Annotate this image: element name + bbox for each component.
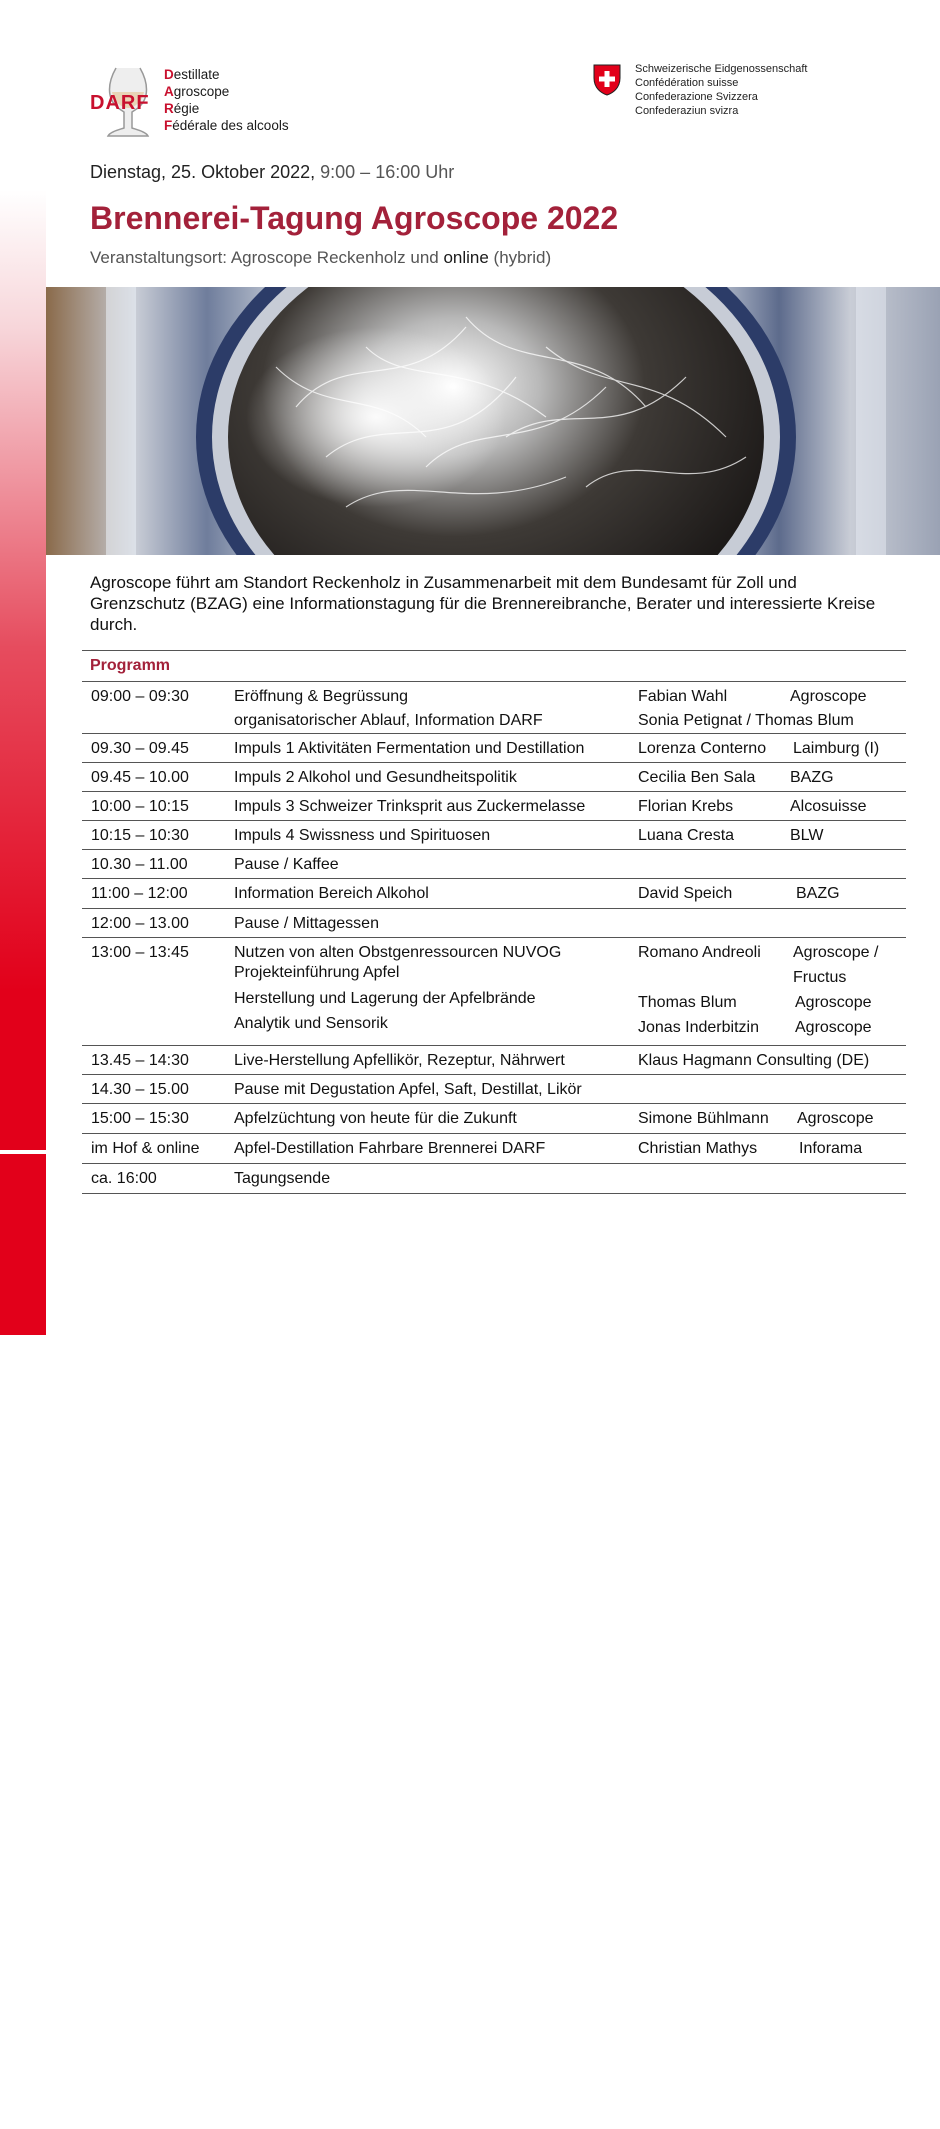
row-time: 10:00 – 10:15 [91, 798, 189, 815]
row-organisation: Laimburg (I) [793, 740, 880, 757]
confederation-name-de: Schweizerische Eidgenossenschaft [635, 63, 808, 75]
row-speaker: Luana Cresta [638, 827, 735, 844]
program-heading: Programm [90, 657, 171, 674]
row-time: im Hof & online [91, 1140, 200, 1157]
row-speaker: Christian Mathys [638, 1140, 758, 1157]
row-organisation: Agroscope [797, 1110, 874, 1127]
swiss-confederation-logo [593, 62, 853, 122]
row-time: ca. 16:00 [91, 1170, 157, 1187]
row-organisation: Agroscope [790, 688, 867, 705]
row-topic: Apfel-Destillation Fahrbare Brennerei DARF [234, 1140, 546, 1157]
row-topic: Impuls 4 Swissness und Spirituosen [234, 827, 491, 844]
table-row [82, 850, 906, 879]
row-topic: organisatorischer Ablauf, Information DARF [234, 712, 543, 729]
venue-prefix: Veranstaltungsort: Agroscope Reckenholz und [90, 248, 444, 267]
darf-line-rest: édérale des alcools [172, 118, 289, 133]
table-row [82, 909, 906, 938]
table-row [82, 763, 906, 792]
row-topic: Information Bereich Alkohol [234, 885, 429, 902]
event-venue [90, 248, 551, 268]
darf-acronym-lines [164, 66, 289, 134]
row-time: 14.30 – 15.00 [91, 1081, 189, 1098]
row-topic-continued: Projekteinführung Apfel [234, 964, 400, 981]
row-topic: Pause / Kaffee [234, 856, 339, 873]
darf-line-rest: égie [173, 101, 200, 116]
row-time: 13.45 – 14:30 [91, 1052, 189, 1069]
darf-wordmark: DARF [90, 92, 150, 114]
row-time: 12:00 – 13.00 [91, 915, 189, 932]
table-row [82, 1046, 906, 1075]
program-header-row [82, 651, 906, 682]
row-speaker: Jonas Inderbitzin [638, 1019, 759, 1036]
row-speaker: Fabian Wahl [638, 688, 728, 705]
program-table [82, 650, 906, 1194]
row-topic: Pause mit Degustation Apfel, Saft, Destillat, Likör [234, 1081, 582, 1098]
event-date [90, 162, 454, 183]
row-topic: Apfelzüchtung von heute für die Zukunft [234, 1110, 517, 1127]
row-organisation: BAZG [790, 769, 834, 786]
table-row [82, 1104, 906, 1134]
row-topic: Eröffnung & Begrüssung [234, 688, 409, 705]
row-organisation: Agroscope [795, 994, 872, 1011]
intro-paragraph: Agroscope führt am Standort Reckenholz in Zusammenarbeit mit dem Bundesamt für Zoll und Grenzschutz (BZAG) eine Informationstagung für die Brennereibranche, Berater und interessierte Kreise durch. [90, 573, 876, 634]
row-time: 09.30 – 09.45 [91, 740, 189, 757]
row-time: 11:00 – 12:00 [91, 885, 188, 902]
row-organisation: BAZG [796, 885, 840, 902]
row-topic: Impuls 2 Alkohol und Gesundheitspolitik [234, 769, 517, 786]
swiss-shield-icon [593, 64, 621, 96]
row-time: 10:15 – 10:30 [91, 827, 189, 844]
row-topic: Impuls 1 Aktivitäten Fermentation und Destillation [234, 740, 585, 757]
row-topic: Tagungsende [234, 1170, 331, 1187]
row-organisation: Agroscope [795, 1019, 872, 1036]
confederation-name-it: Confederazione Svizzera [635, 91, 758, 103]
row-time: 13:00 – 13:45 [91, 944, 189, 961]
row-speaker: Romano Andreoli [638, 944, 761, 961]
table-row [82, 682, 906, 734]
row-time: 09.45 – 10.00 [91, 769, 189, 786]
row-time: 10.30 – 11.00 [91, 856, 188, 873]
sight-glass-photo [46, 287, 940, 555]
row-topic: Live-Herstellung Apfellikör, Rezeptur, Nährwert [234, 1052, 565, 1069]
row-topic: Pause / Mittagessen [234, 915, 379, 932]
row-organisation-continued: Fructus [793, 969, 847, 986]
row-speaker: Klaus Hagmann Consulting (DE) [638, 1052, 870, 1069]
confederation-name-rm: Confederaziun svizra [635, 105, 739, 117]
row-topic: Herstellung und Lagerung der Apfelbrände [234, 990, 536, 1007]
venue-online: online [443, 248, 489, 267]
side-gradient-bar [0, 190, 46, 1335]
darf-line-rest: estillate [173, 67, 220, 82]
row-time: 09:00 – 09:30 [91, 688, 189, 705]
row-organisation: BLW [790, 827, 824, 844]
row-time: 15:00 – 15:30 [91, 1110, 189, 1127]
side-divider [0, 1150, 46, 1154]
page-title: Brennerei-Tagung Agroscope 2022 [90, 200, 619, 236]
row-speaker: David Speich [638, 885, 733, 902]
table-row [82, 1134, 906, 1164]
row-organisation: Inforama [799, 1140, 863, 1157]
darf-logo [88, 62, 318, 140]
row-speaker: Sonia Petignat / Thomas Blum [638, 712, 854, 729]
venue-suffix: (hybrid) [488, 248, 552, 267]
table-row [82, 879, 906, 909]
table-row [82, 821, 906, 850]
darf-line-cap: R [164, 101, 174, 116]
confederation-names [635, 62, 807, 118]
row-speaker: Simone Bühlmann [638, 1110, 769, 1127]
row-organisation: Agroscope / [793, 944, 879, 961]
confederation-name-fr: Confédération suisse [635, 77, 739, 89]
darf-line-cap: A [164, 84, 174, 99]
table-row [82, 792, 906, 821]
darf-line-rest: groscope [173, 84, 230, 99]
table-row [82, 1075, 906, 1104]
table-row [82, 938, 906, 1046]
darf-line-cap: F [164, 118, 173, 133]
row-topic: Impuls 3 Schweizer Trinksprit aus Zuckermelasse [234, 798, 586, 815]
row-speaker: Lorenza Conterno [638, 740, 767, 757]
darf-line-cap: D [164, 67, 174, 82]
event-time-text: 9:00 – 16:00 Uhr [315, 162, 455, 182]
table-row [82, 734, 906, 763]
row-topic: Analytik und Sensorik [234, 1015, 388, 1032]
side-brand-label [0, 1010, 46, 2129]
row-topic: Nutzen von alten Obstgenressourcen NUVOG [234, 944, 562, 961]
row-speaker: Florian Krebs [638, 798, 734, 815]
row-organisation: Alcosuisse [790, 798, 867, 815]
event-date-text: Dienstag, 25. Oktober 2022, [90, 162, 316, 182]
row-speaker: Cecilia Ben Sala [638, 769, 756, 786]
row-speaker: Thomas Blum [638, 994, 737, 1011]
side-brand-text: Agroscope [13, 2040, 32, 2129]
table-row [82, 1164, 906, 1194]
